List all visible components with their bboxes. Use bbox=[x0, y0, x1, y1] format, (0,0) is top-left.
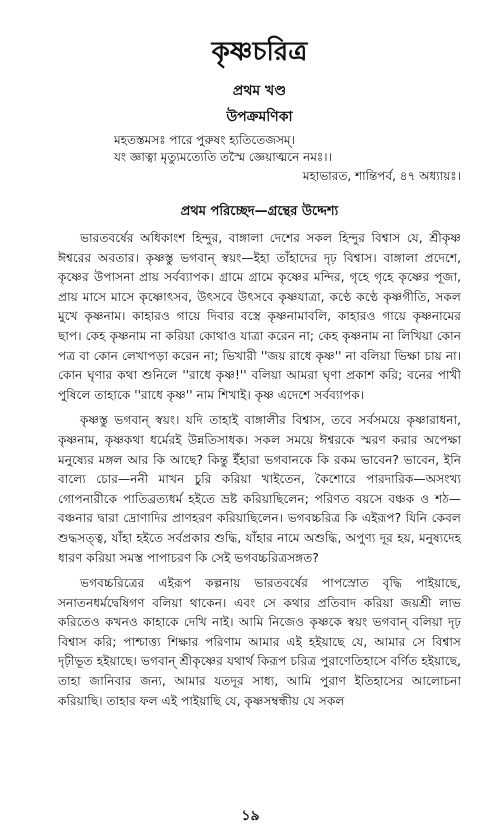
volume-heading: প্রথম খণ্ড bbox=[232, 83, 287, 99]
epigraph-line-1: মহতস্তমসঃ পারে পুরুষং হ্যতিতেজসম্। bbox=[114, 133, 295, 147]
section-heading: উপক্রমণিকা bbox=[226, 109, 293, 125]
epigraph-source: মহাভারত, শান্তিপর্ব, ৪৭ অধ্যায়ঃ। bbox=[302, 169, 461, 183]
page-number: ১৯ bbox=[241, 808, 260, 824]
book-title: কৃষ্ণচরিত্র bbox=[211, 37, 308, 67]
paragraph-1: ভারতবর্ষের অধিকাংশ হিন্দুর, বাঙ্গালা দেশের সকল হিন্দুর বিশ্বাস যে, শ্রীকৃষ্ণ ঈশ্বরের অবতার। কৃষ্ণস্তু ভগবান্ স্বয়ং—ইহা তাঁহাদের দৃঢ় বিশ্বাস। বাঙ্গালা প্রদেশে, কৃষ্ণের উপাসনা প্রায় সর্বব্যাপক। গ্রামে গ্রামে কৃষ্ণের মন্দির, গৃহে গৃহে কৃষ্ণের পূজা, প্রায় মাসে মাসে কৃষ্ণোৎসব, উৎসবে উৎসবে কৃষ্ণযাত্রা, কণ্ঠে কণ্ঠে কৃষ্ণগীতি, সকল মুখে কৃষ্ণনাম। কাহারও গায়ে দিবার বস্ত্রে কৃষ্ণনামাবলি, কাহারও গায়ে কৃষ্ণনামের ছাপ। কেহ কৃষ্ণনাম না করিয়া কোথাও যাত্রা করেন না; কেহ কৃষ্ণনাম না লিখিয়া কোন পত্র বা কোন লেখাপড়া করেন না; ভিখারী ''জয় রাধে কৃষ্ণ'' না বলিয়া ভিক্ষা চায় না। কোন ঘৃণার কথা শুনিলে ''রাধে কৃষ্ণ!'' বলিয়া আমরা ঘৃণা প্রকাশ করি; বনের পাখী পুষিলে তাহাকে ''রাধে কৃষ্ণ'' নাম শিখাই। কৃষ্ণ এদেশে সর্বব্যাপক। bbox=[58, 231, 461, 402]
book-page bbox=[0, 36, 501, 836]
epigraph-line-2: যং জ্ঞাত্বা মৃত্যুমত্যেতি তস্মৈ জ্ঞেয়াত্মনে নমঃ।। bbox=[114, 150, 332, 164]
chapter-title: প্রথম পরিচ্ছেদ—গ্রন্থের উদ্দেশ্য bbox=[180, 204, 339, 219]
epigraph bbox=[58, 132, 461, 166]
paragraph-2: কৃষ্ণস্তু ভগবান্ স্বয়ং। যদি তাহাই বাঙ্গালীর বিশ্বাস, তবে সর্বসময়ে কৃষ্ণারাধনা, কৃষ্ণনাম, কৃষ্ণকথা ধর্মেরই উন্নতিসাধক। সকল সময়ে ঈশ্বরকে স্মরণ করার অপেক্ষা মনুষ্যের মঙ্গল আর কি আছে? কিন্তু ইঁহারা ভগবানকে কি রকম ভাবেন? ভাবেন, ইনি বাল্যে চোর—ননী মাখন চুরি করিয়া খাইতেন, কৈশোরে পারদারিক—অসংখ্য গোপনারীকে পাতিব্রত্যধর্ম হইতে ভ্রষ্ট করিয়াছিলেন; পরিণত বয়সে বঞ্চক ও শঠ—বঞ্চনার দ্বারা দ্রোণাদির প্রাণহরণ করিয়াছিলেন। ভগবচ্চরিত্র কি এইরূপ? যিনি কেবল শুদ্ধসত্ত্ব, যাঁহা হইতে সর্বপ্রকার শুদ্ধি, যাঁহার নামে অশুদ্ধি, অপুণ্য দূর হয়, মনুষ্যদেহ ধারণ করিয়া সমস্ত পাপাচরণ কি সেই ভগবচ্চরিত্রসঙ্গত? bbox=[58, 413, 461, 565]
paragraph-3: ভগবচ্চরিত্রের এইরূপ কল্পনায় ভারতবর্ষের পাপস্রোত বৃদ্ধি পাইয়াছে, সনাতনধর্মদ্বেষিগণ বলিয়া থাকেন। এবং সে কথার প্রতিবাদ করিয়া জয়শ্রী লাভ করিতেও কখনও কাহাকে দেখি নাই। আমি নিজেও কৃষ্ণকে স্বয়ং ভগবান্ বলিয়া দৃঢ় বিশ্বাস করি; পাশ্চাত্ত্য শিক্ষার পরিণাম আমার এই হইয়াছে যে, আমার সে বিশ্বাস দৃঢ়ীভূত হইয়াছে। ভগবান্ শ্রীকৃষ্ণের যথার্থ কিরূপ চরিত্র পুরাণেতিহাসে বর্ণিত হইয়াছে, তাহা জানিবার জন্য, আমার যতদূর সাধ্য, আমি পুরাণ ইতিহাসের আলোচনা করিয়াছি। তাহার ফল এই পাইয়াছি যে, কৃষ্ণসম্বন্ধীয় যে সকল bbox=[58, 576, 461, 708]
